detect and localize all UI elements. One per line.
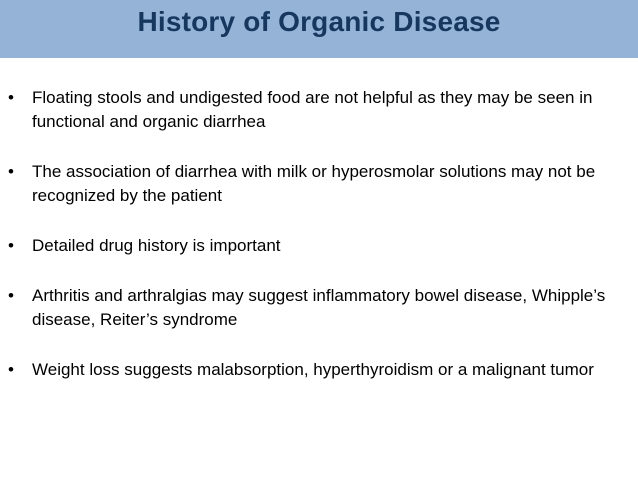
bullet-dot-icon: • xyxy=(8,286,14,305)
bullet-list xyxy=(6,86,626,382)
slide-title: History of Organic Disease xyxy=(137,6,501,37)
bullet-item xyxy=(6,234,626,258)
bullet-item xyxy=(6,86,626,134)
bullet-text: Detailed drug history is important xyxy=(32,236,281,255)
bullet-item xyxy=(6,160,626,208)
bullet-text: Floating stools and undigested food are not helpful as they may be seen in functional and organic diarrhea xyxy=(32,88,593,131)
bullet-text: Arthritis and arthralgias may suggest inflammatory bowel disease, Whipple’s disease, Reiter’s syndrome xyxy=(32,286,606,329)
bullet-text: The association of diarrhea with milk or hyperosmolar solutions may not be recognized by the patient xyxy=(32,162,596,205)
bullet-dot-icon: • xyxy=(8,236,14,255)
bullet-dot-icon: • xyxy=(8,88,14,107)
bullet-dot-icon: • xyxy=(8,360,14,379)
bullet-item xyxy=(6,358,626,382)
bullet-text: Weight loss suggests malabsorption, hyperthyroidism or a malignant tumor xyxy=(32,360,594,379)
bullet-dot-icon: • xyxy=(8,162,14,181)
bullet-item xyxy=(6,284,626,332)
